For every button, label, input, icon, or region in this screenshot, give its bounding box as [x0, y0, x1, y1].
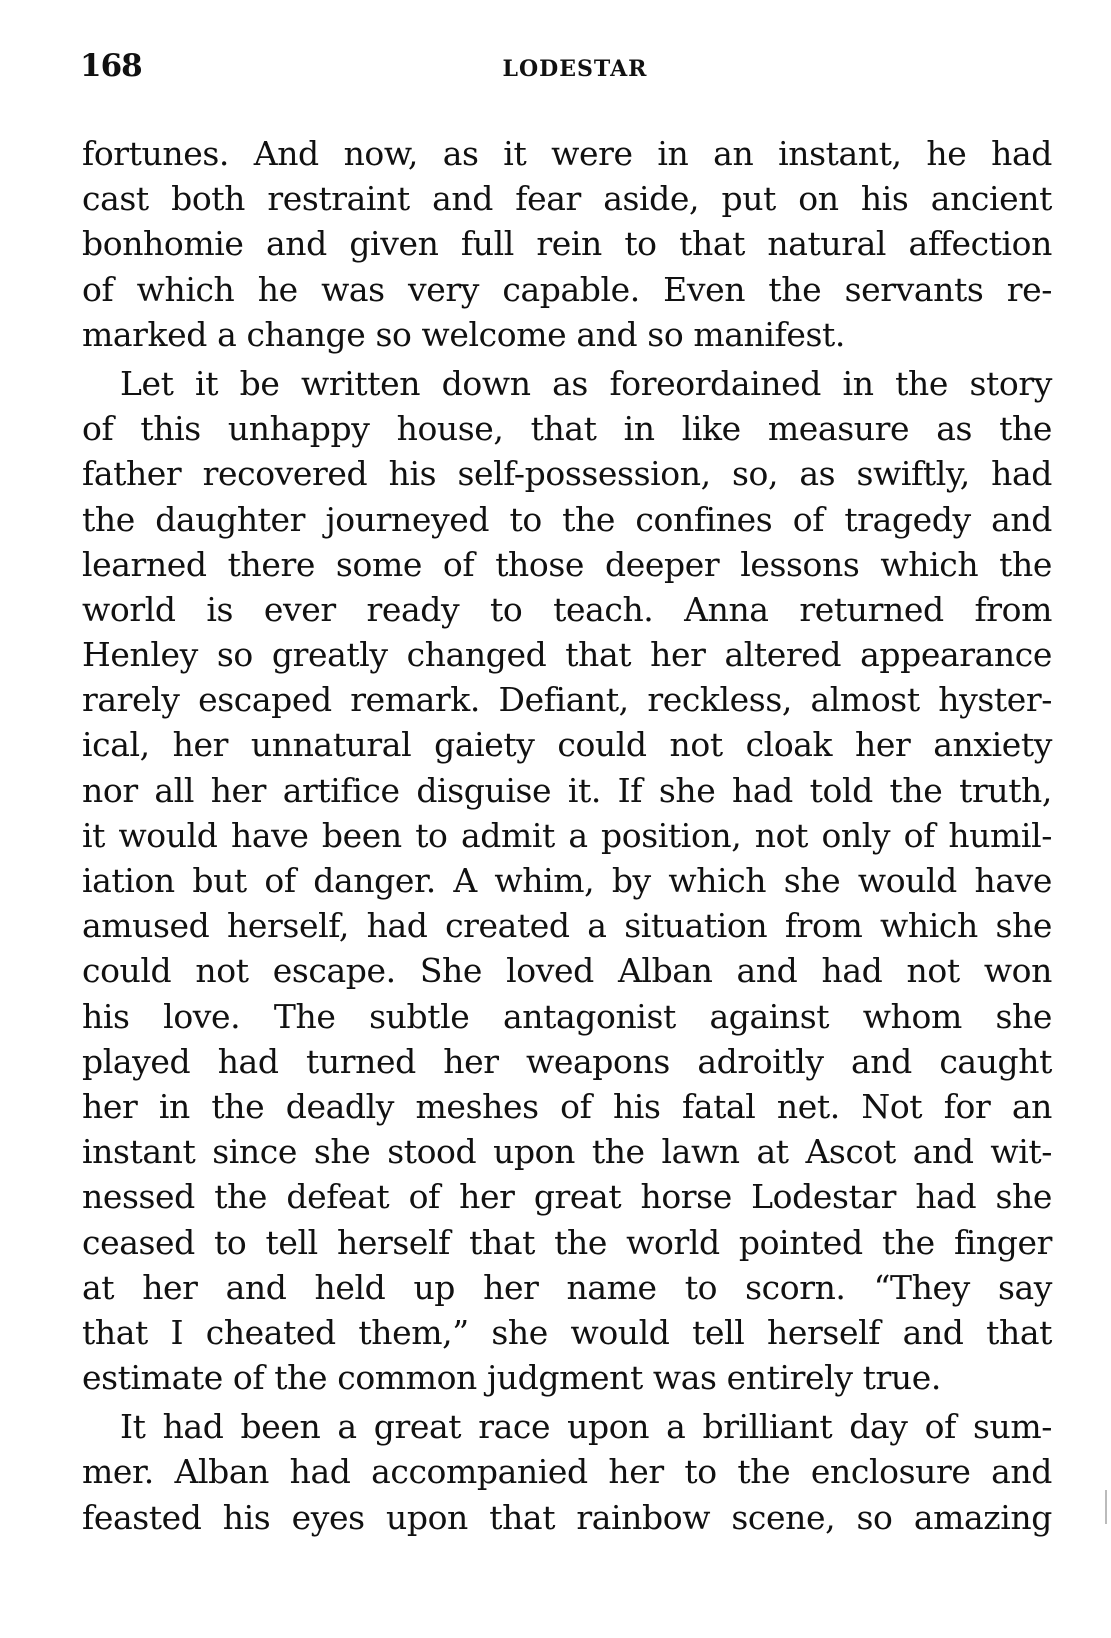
paragraph: [82, 361, 1052, 1400]
body-text: [82, 131, 1052, 1540]
text-line: ical, her unnatural gaiety could not cloak her anxiety: [82, 725, 1052, 765]
text-line: of this unhappy house, that in like measure as the: [82, 409, 1052, 449]
running-head: LODESTAR: [502, 56, 648, 82]
text-line: estimate of the common judgment was entirely true.: [82, 1358, 941, 1398]
text-line: could not escape. She loved Alban and had not won: [82, 951, 1052, 991]
paragraph: [82, 131, 1052, 357]
text-line: Let it be written down as foreordained in the story: [120, 363, 1052, 403]
text-line: feasted his eyes upon that rainbow scene, so amazing: [82, 1497, 1052, 1537]
text-line: amused herself, had created a situation from which she: [82, 906, 1052, 946]
scan-edge-mark: [1105, 1490, 1107, 1524]
text-line: nor all her artifice disguise it. If she had told the truth,: [82, 770, 1052, 810]
text-line: that I cheated them,” she would tell herself and that: [82, 1312, 1052, 1352]
text-line: fortunes. And now, as it were in an instant, he had: [82, 134, 1052, 173]
text-line: her in the deadly meshes of his fatal net. Not for an: [82, 1086, 1052, 1126]
text-line: rarely escaped remark. Defiant, reckless, almost hyster-: [82, 680, 1052, 720]
paragraph: [82, 1404, 1052, 1540]
text-line: nessed the defeat of her great horse Lodestar had she: [82, 1177, 1052, 1217]
text-line: world is ever ready to teach. Anna returned from: [82, 589, 1052, 629]
text-line: ceased to tell herself that the world pointed the finger: [82, 1222, 1052, 1262]
text-line: iation but of danger. A whim, by which she would have: [82, 861, 1052, 900]
text-line: bonhomie and given full rein to that natural affection: [82, 224, 1052, 264]
text-line: It had been a great race upon a brilliant day of sum-: [120, 1407, 1052, 1447]
page-header: [80, 48, 1050, 92]
text-line: father recovered his self-possession, so, as swiftly, had: [82, 454, 1052, 494]
text-line: Henley so greatly changed that her altered appearance: [82, 635, 1052, 675]
text-line: learned there some of those deeper lessons which the: [82, 544, 1052, 584]
text-line: instant since she stood upon the lawn at Ascot and wit-: [82, 1132, 1052, 1172]
page-number: 168: [80, 48, 142, 84]
text-line: mer. Alban had accompanied her to the enclosure and: [82, 1452, 1052, 1492]
text-line: his love. The subtle antagonist against whom she: [82, 996, 1052, 1036]
text-line: it would have been to admit a position, not only of humil-: [82, 815, 1052, 855]
text-line: marked a change so welcome and so manifest.: [82, 314, 845, 354]
text-line: cast both restraint and fear aside, put on his ancient: [82, 179, 1052, 219]
text-line: of which he was very capable. Even the servants re-: [82, 269, 1052, 309]
text-line: played had turned her weapons adroitly and caught: [82, 1041, 1052, 1081]
text-line: the daughter journeyed to the confines of tragedy and: [82, 499, 1052, 539]
text-line: at her and held up her name to scorn. “They say: [82, 1267, 1052, 1307]
